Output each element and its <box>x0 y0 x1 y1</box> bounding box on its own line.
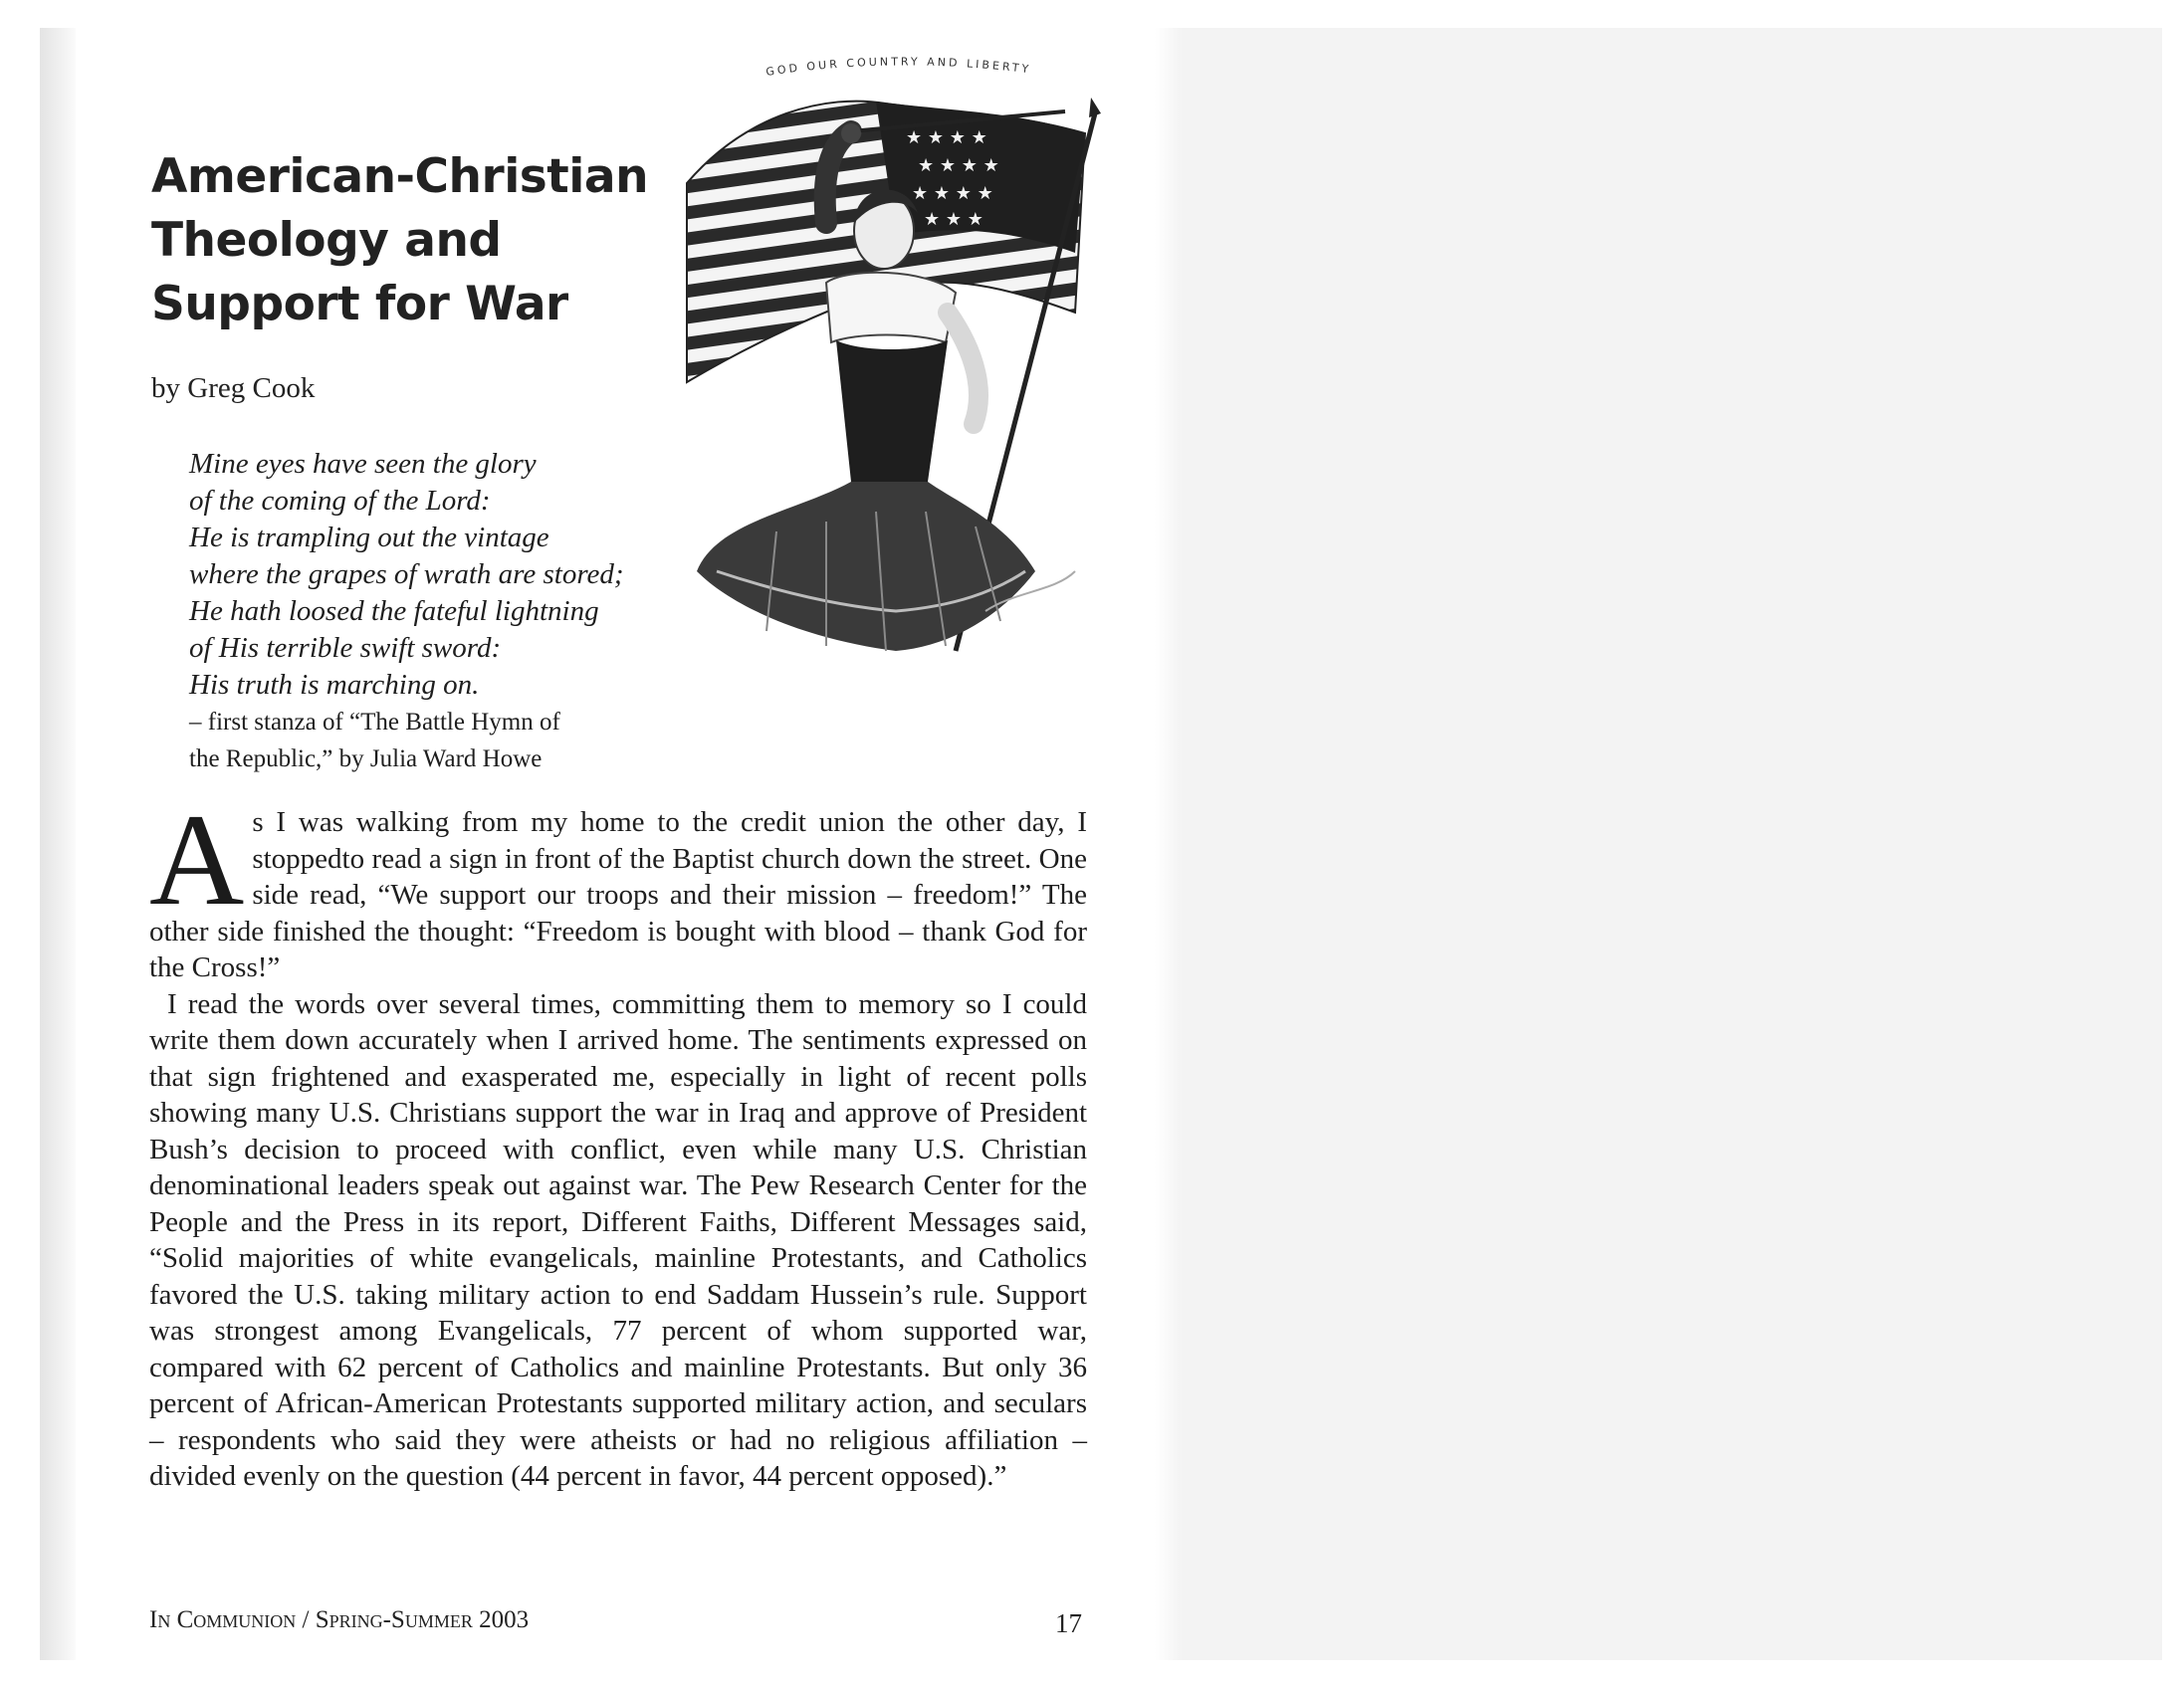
publication-footer: In Communion / Spring-Summer 2003 <box>149 1606 530 1633</box>
article-body <box>149 786 1087 1495</box>
svg-text:★ ★ ★ ★: ★ ★ ★ ★ <box>918 155 999 176</box>
drop-cap: A <box>149 786 245 933</box>
epigraph-line: Mine eyes have seen the glory <box>189 448 537 480</box>
epigraph-attribution: the Republic,” by Julia Ward Howe <box>189 745 543 772</box>
page-gutter <box>1155 28 1185 1660</box>
epigraph-line: where the grapes of wrath are stored; <box>189 558 624 590</box>
page-number: 17 <box>1055 1608 1082 1638</box>
epigraph-line: of the coming of the Lord: <box>189 485 491 517</box>
epigraph-line: He hath loosed the fateful lightning <box>189 595 599 627</box>
article-title <box>151 145 669 336</box>
paragraph <box>149 786 1087 986</box>
epigraph-attribution: – first stanza of “The Battle Hymn of <box>189 709 560 736</box>
epigraph-line: He is trampling out the vintage <box>189 522 549 553</box>
epigraph-line: of His terrible swift sword: <box>189 632 502 664</box>
svg-text:★ ★ ★ ★: ★ ★ ★ ★ <box>906 127 987 148</box>
epigraph <box>189 446 707 777</box>
banner-text-path: GOD OUR COUNTRY AND LIBERTY <box>764 55 1032 79</box>
title-line: American-Christian <box>151 149 649 204</box>
title-line: Support for War <box>151 277 568 331</box>
right-page-blank <box>1183 28 2162 1660</box>
liberty-flag-illustration <box>657 54 1117 671</box>
paragraph-text: s I was walking from my home to the credit union the other day, I stoppedto read a sign in front of the Baptist church down the street. One side read, “We support our troops and their mission – freedom!” The other side finished the thought: “Freedom is bought with blood – thank God for the Cross!” <box>149 806 1087 983</box>
paragraph: I read the words over several times, committing them to memory so I could write them down accurately when I arrived home. The sentiments expressed on that sign frightened and exasperated me, especially in light of recent polls showing many U.S. Christians support the war in Iraq and approve of President Bush’s decision to proceed with conflict, even while many U.S. Christian denominational leaders speak out against war. The Pew Research Center for the People and the Press in its report, Different Faiths, Different Messages said, “Solid majorities of white evangelicals, mainline Protestants, and Catholics favored the U.S. taking military action to end Saddam Hussein’s rule. Support was strongest among Evangelicals, 77 percent of whom supported war, compared with 62 percent of Catholics and mainline Protestants. But only 36 percent of African-American Protestants supported military action, and seculars – respondents who said they were atheists or had no religious affiliation – divided evenly on the question (44 percent in favor, 44 percent opposed).” <box>149 987 1087 1492</box>
scan-shadow-left <box>40 28 76 1660</box>
banner-text <box>765 55 1032 78</box>
svg-text:★ ★ ★: ★ ★ ★ <box>924 209 983 230</box>
epigraph-line: His truth is marching on. <box>189 669 480 701</box>
byline: by Greg Cook <box>151 372 316 404</box>
title-line: Theology and <box>151 213 502 268</box>
svg-text:★ ★ ★ ★: ★ ★ ★ ★ <box>912 183 993 204</box>
